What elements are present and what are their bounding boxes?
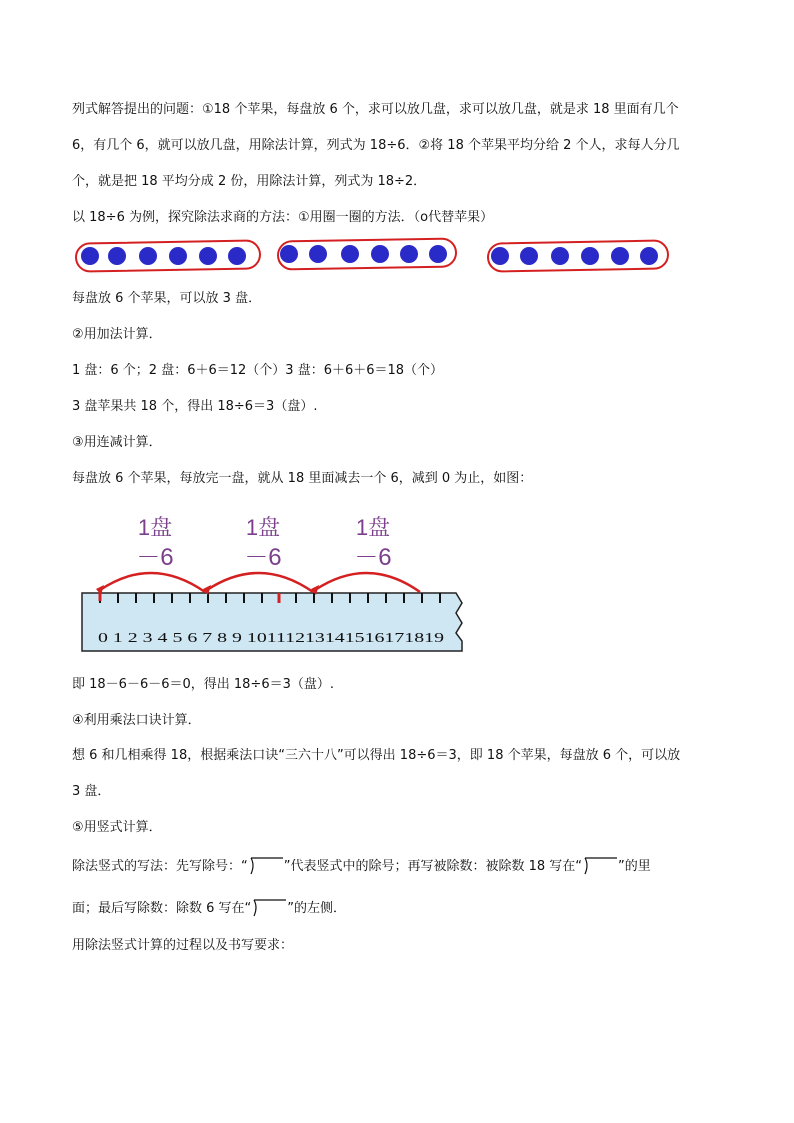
paragraph-line: 3 盘． [72,784,111,799]
ruler-number: 18 [404,631,419,646]
apple-dot [581,247,599,265]
ruler-number: 14 [324,631,339,646]
paragraph-line: 列式解答提出的问题：①18 个苹果，每盘放 6 个，求可以放几盘，求可以放几盘，就是求 18 里面有几个 [72,102,679,117]
apple-dot [199,247,217,265]
paragraph-line: 1 盘：6 个；2 盘：6＋6＝12（个）3 盘：6＋6＋6＝18（个） [72,363,444,378]
apple-dot [139,247,157,265]
paragraph-line: 每盘放 6 个苹果，每放完一盘，就从 18 里面减去一个 6，减到 0 为止，如图： [72,471,533,486]
ruler-number: 5 [172,631,183,646]
apple-dot [341,245,359,263]
apple-groups-figure [70,236,680,276]
jump-label-bottom: －6 [136,544,174,571]
ruler-number: 12 [285,631,300,646]
ruler-number: 7 [202,631,213,646]
apple-dot [520,247,538,265]
apple-dot [280,245,298,263]
apple-group [278,238,456,269]
text-span: 面；最后写除数：除数 6 写在“ [72,901,252,916]
apple-group [488,240,668,271]
paragraph-line: 每盘放 6 个苹果，可以放 3 盘． [72,291,262,306]
ruler-number: 2 [127,631,139,646]
paragraph-line: 想 6 和几相乘得 18，根据乘法口诀“三六十八”可以得出 18÷6＝3，即 18 个苹果，每盘放 6 个，可以放 [72,748,681,763]
paragraph-line: ②用加法计算． [72,327,162,342]
paragraph-line: 3 盘苹果共 18 个，得出 18÷6＝3（盘）. [72,399,318,414]
apple-dot [228,247,246,265]
ruler-number: 19 [424,631,439,646]
text-span: ”的左侧． [287,901,347,916]
apple-dot [429,245,447,263]
subtraction-number-line-figure [60,505,480,665]
jump-label-bottom: －6 [354,544,392,571]
apple-dot [169,247,187,265]
ruler-number: 16 [364,631,379,646]
division-bracket-icon [582,855,618,875]
apple-dot [551,247,569,265]
jump-label-top: 1盘 [355,515,391,540]
ruler-number: 15 [344,631,359,646]
ruler-numbers [98,631,444,646]
paragraph-line: ⑤用竖式计算． [72,820,162,835]
apple-dot [81,247,99,265]
paragraph-line: 用除法竖式计算的过程以及书写要求： [72,938,294,953]
ruler-number: 3 [142,631,154,646]
ruler-number: 9 [232,631,243,646]
paragraph-line: 6，有几个 6，就可以放几盘，用除法计算，列式为 18÷6．②将 18 个苹果平均分给 2 个人，求每人分几 [72,138,680,153]
apple-dot [640,247,658,265]
text-span: ”的里 [618,859,651,874]
ruler-number: 1 [112,631,124,646]
jump-arcs [100,573,420,592]
jump-label-top: 1盘 [137,515,173,540]
paragraph-line: ④利用乘法口诀计算． [72,713,201,728]
paragraph-line: 以 18÷6 为例，探究除法求商的方法：①用圈一圈的方法．（o代替苹果） [72,210,494,225]
jump-label-top: 1盘 [245,515,281,540]
ruler-number: 8 [217,631,228,646]
apple-dot [371,245,389,263]
jump-label-bottom: －6 [244,544,282,571]
ruler-number: 17 [384,631,399,646]
division-bracket-icon [248,855,284,875]
ruler-number: 13 [305,631,319,646]
apple-dot [491,247,509,265]
ruler-number: 10 [246,631,261,646]
paragraph-line: 个，就是把 18 平均分成 2 份，用除法计算，列式为 18÷2． [72,174,427,189]
division-bracket-icon [251,897,287,917]
text-span: ”代表竖式中的除号；再写被除数：被除数 18 写在“ [283,859,583,874]
ruler-number: 4 [157,631,169,646]
paragraph-line [72,855,651,876]
ruler-number: 11 [266,631,280,646]
apple-dot [611,247,629,265]
apple-dot [400,245,418,263]
paragraph-line: 即 18－6－6－6＝0，得出 18÷6＝3（盘）. [72,677,334,692]
apple-dot [309,245,327,263]
ruler-number: 0 [98,631,109,646]
text-span: 除法竖式的写法：先写除号：“ [72,859,248,874]
ruler-number: 6 [187,631,198,646]
paragraph-line: ③用连减计算． [72,435,162,450]
paragraph-line [72,897,346,918]
apple-dot [108,247,126,265]
apple-group [76,240,260,271]
